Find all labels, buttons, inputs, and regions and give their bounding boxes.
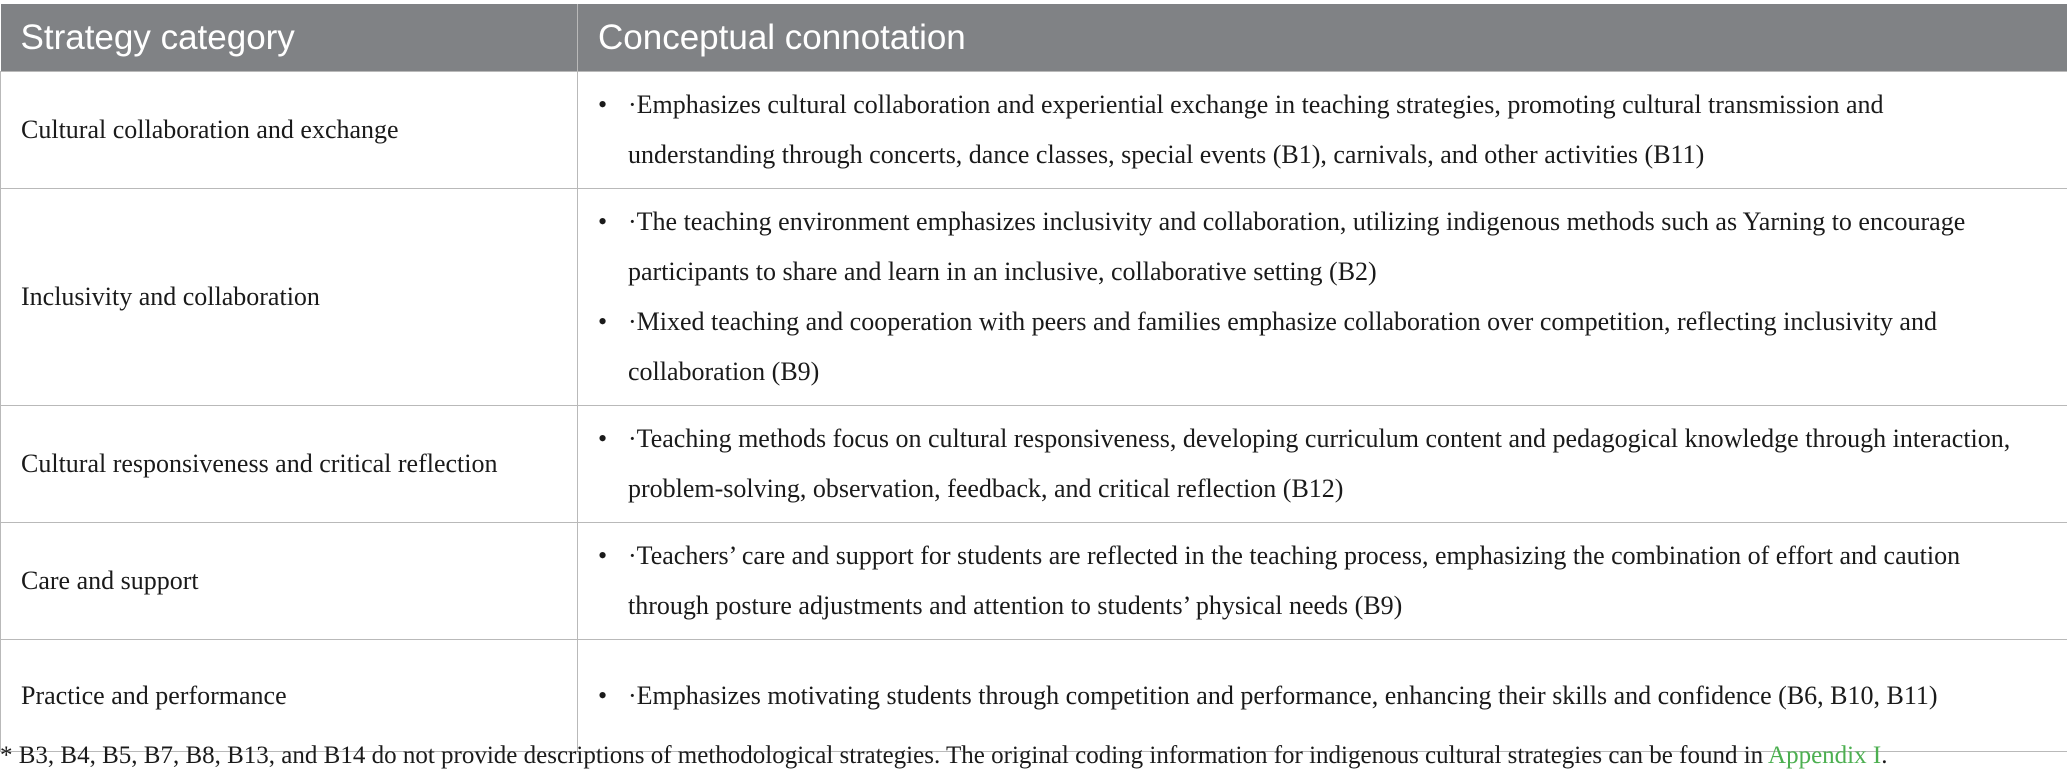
category-cell: Cultural collaboration and exchange	[1, 72, 578, 189]
category-cell: Cultural responsiveness and critical reflection	[1, 406, 578, 523]
connotation-list	[598, 197, 2037, 397]
list-item: • ·Mixed teaching and cooperation with peers and families emphasize collaboration over competition, reflecting inclusivity and collaboration (B9)	[618, 297, 2037, 397]
table-row	[1, 406, 2067, 523]
list-item: • ·Teaching methods focus on cultural responsiveness, developing curriculum content and pedagogical knowledge through interaction, problem-solving, observation, feedback, and critical reflection (B12)	[618, 414, 2037, 514]
table-row	[1, 523, 2067, 640]
header-conceptual-connotation: Conceptual connotation	[578, 4, 2067, 72]
connotation-cell	[578, 523, 2067, 640]
strategy-table	[0, 4, 2067, 752]
footnote-end: .	[1881, 742, 1888, 769]
list-item: • ·Teachers’ care and support for students are reflected in the teaching process, emphasizing the combination of effort and caution through posture adjustments and attention to students’ physical needs (B9)	[618, 531, 2037, 631]
table-footnote	[0, 742, 2067, 770]
connotation-cell	[578, 72, 2067, 189]
connotation-cell	[578, 406, 2067, 523]
list-item: • ·Emphasizes motivating students through competition and performance, enhancing their skills and confidence (B6, B10, B11)	[618, 671, 2037, 721]
table-row	[1, 72, 2067, 189]
footnote-text: * B3, B4, B5, B7, B8, B13, and B14 do not provide descriptions of methodological strategies. The original coding information for indigenous cultural strategies can be found in	[0, 742, 1769, 769]
category-cell: Inclusivity and collaboration	[1, 189, 578, 406]
table-row	[1, 640, 2067, 752]
appendix-link[interactable]: Appendix I	[1768, 742, 1882, 769]
connotation-cell	[578, 640, 2067, 752]
list-item: • ·The teaching environment emphasizes inclusivity and collaboration, utilizing indigenous methods such as Yarning to encourage participants to share and learn in an inclusive, collaborative setting (B2)	[618, 197, 2037, 297]
connotation-cell	[578, 189, 2067, 406]
table-header-row	[1, 4, 2067, 72]
table-row	[1, 189, 2067, 406]
connotation-list	[598, 80, 2037, 180]
connotation-list	[598, 671, 2037, 721]
list-item: • ·Emphasizes cultural collaboration and experiential exchange in teaching strategies, promoting cultural transmission and understanding through concerts, dance classes, special events (B1), carnivals, and other activities (B11)	[618, 80, 2037, 180]
strategy-table-container	[0, 4, 2067, 752]
connotation-list	[598, 531, 2037, 631]
category-cell: Care and support	[1, 523, 578, 640]
category-cell: Practice and performance	[1, 640, 578, 752]
connotation-list	[598, 414, 2037, 514]
header-strategy-category: Strategy category	[1, 4, 578, 72]
